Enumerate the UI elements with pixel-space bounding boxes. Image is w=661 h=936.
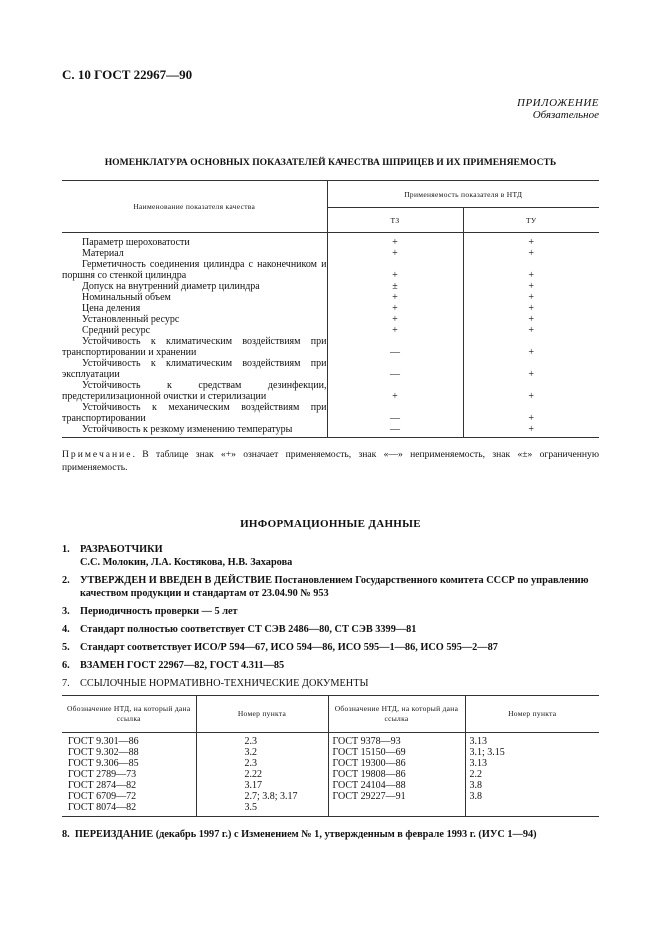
indicator-name: Герметичность соединения цилиндра с наконечником и поршня со стенкой цилиндра (62, 259, 327, 281)
ref-item: 3.5 (196, 802, 328, 817)
tz-value: + (327, 248, 463, 259)
ref-item: 2.2 (469, 769, 482, 780)
ref-doc: ГОСТ 15150—69 (328, 747, 465, 758)
ref-doc: ГОСТ 8074—82 (62, 802, 196, 817)
indicator-name: Параметр шероховатости (62, 233, 327, 249)
ref-doc: ГОСТ 9.302—88 (62, 747, 196, 758)
ref-item: 2.22 (196, 769, 328, 780)
tu-value: + (463, 424, 599, 438)
info-list (62, 543, 602, 695)
table-row (62, 233, 599, 249)
tu-value: + (528, 248, 535, 259)
ref-doc: ГОСТ 24104—88 (328, 780, 465, 791)
tu-value: + (528, 369, 535, 380)
ref-doc: ГОСТ 2789—73 (62, 769, 196, 780)
indicator-name: Устойчивость к механическим воздействиям при транспортировании (62, 402, 327, 424)
tu-value: + (528, 281, 535, 292)
table-row (62, 733, 599, 748)
tu-value: + (528, 303, 535, 314)
indicator-name: Устойчивость к климатическим воздействиям при транспортировании и хранении (62, 336, 327, 358)
ref-doc: ГОСТ 9378—93 (328, 733, 465, 748)
table-row (62, 248, 599, 259)
info-item: 1. РАЗРАБОТЧИКИ С.С. Молокин, Л.А. Костякова, Н.В. Захарова (62, 543, 602, 569)
tz-value: — (327, 358, 463, 380)
indicator-name: Материал (62, 248, 327, 259)
column-header-ntd: Обозначение НТД, на который дана ссылка (62, 696, 196, 733)
ref-doc: ГОСТ 9.306—85 (62, 758, 196, 769)
ref-item: 3.8 (469, 780, 482, 791)
tu-value: + (528, 325, 535, 336)
table-row (62, 402, 599, 424)
ref-item: 3.8 (469, 791, 482, 802)
indicator-name: Допуск на внутренний диаметр цилиндра (62, 281, 327, 292)
ref-doc: ГОСТ 6709—72 (62, 791, 196, 802)
table-row (62, 325, 599, 336)
appendix-subtitle: Обязательное (532, 109, 599, 121)
developers-names: С.С. Молокин, Л.А. Костякова, Н.В. Захарова (80, 557, 293, 568)
tz-value: + (327, 314, 463, 325)
table-row (62, 791, 599, 802)
tz-value: — (327, 336, 463, 358)
indicator-name: Устойчивость к резкому изменению температуры (62, 424, 327, 438)
tz-value: + (327, 259, 463, 281)
table-row (62, 424, 599, 438)
ref-doc: ГОСТ 19808—86 (328, 769, 465, 780)
table-row (62, 281, 599, 292)
references-table (62, 695, 599, 817)
info-item: 5. Стандарт соответствует ИСО/Р 594—67, ИСО 594—86, ИСО 595—1—86, ИСО 595—2—87 (62, 642, 498, 653)
column-header-tz: ТЗ (327, 208, 463, 233)
info-item: 4. Стандарт полностью соответствует СТ СЭВ 2486—80, СТ СЭВ 3399—81 (62, 624, 417, 635)
column-header-item: Номер пункта (196, 696, 328, 733)
column-header-applicability: Применяемость показателя в НТД (327, 181, 599, 208)
column-header-tu: ТУ (463, 208, 599, 233)
info-item: 6. ВЗАМЕН ГОСТ 22967—82, ГОСТ 4.311—85 (62, 660, 285, 671)
ref-item: 3.17 (196, 780, 328, 791)
tu-value: + (528, 347, 535, 358)
appendix-title: ПРИЛОЖЕНИЕ (517, 97, 599, 109)
info-item: 2. УТВЕРЖДЕН И ВВЕДЕН В ДЕЙСТВИЕ Постановлением Государственного комитета СССР по управлению качеством продукции и стандартам от 23.04.90 № 953 (62, 575, 589, 599)
column-header-name: Наименование показателя качества (62, 181, 327, 233)
ref-item: 3.2 (196, 747, 328, 758)
tu-value: + (528, 292, 535, 303)
tz-value: + (327, 233, 463, 249)
indicator-name: Устойчивость к средствам дезинфекции, предстерилизационной очистки и стерилизации (62, 380, 327, 402)
info-item: 3. Периодичность проверки — 5 лет (62, 606, 238, 617)
indicator-name: Устойчивость к климатическим воздействиям при эксплуатации (62, 358, 327, 380)
ref-doc (328, 802, 465, 817)
indicator-name: Номинальный объем (62, 292, 327, 303)
tz-value: + (327, 380, 463, 402)
appendix-label (517, 97, 599, 121)
table-row (62, 758, 599, 769)
reprint-info: 8. ПЕРЕИЗДАНИЕ (декабрь 1997 г.) с Изменением № 1, утвержденным в феврале 1993 г. (ИУС 1—94) (62, 829, 537, 840)
tz-value: + (327, 292, 463, 303)
ref-item: 2.7; 3.8; 3.17 (196, 791, 328, 802)
tz-value: — (327, 424, 463, 438)
tu-value: + (528, 314, 535, 325)
tz-value: + (327, 325, 463, 336)
ref-item: 2.3 (196, 733, 328, 748)
tu-value: + (528, 270, 535, 281)
table-row (62, 802, 599, 817)
ref-item (465, 802, 599, 817)
ref-doc: ГОСТ 29227—91 (328, 791, 465, 802)
table-row (62, 380, 599, 402)
page-header: С. 10 ГОСТ 22967—90 (62, 67, 193, 82)
table1-title: НОМЕНКЛАТУРА ОСНОВНЫХ ПОКАЗАТЕЛЕЙ КАЧЕСТВА ШПРИЦЕВ И ИХ ПРИМЕНЯЕМОСТЬ (104, 157, 557, 168)
ref-doc: ГОСТ 19300—86 (328, 758, 465, 769)
indicator-name: Цена деления (62, 303, 327, 314)
table-row (62, 780, 599, 791)
ref-doc: ГОСТ 9.301—86 (62, 733, 196, 748)
tz-value: — (327, 402, 463, 424)
table-row (62, 336, 599, 358)
ref-item: 3.1; 3.15 (469, 747, 505, 758)
tu-value: + (528, 237, 535, 248)
info-item: 7. ССЫЛОЧНЫЕ НОРМАТИВНО-ТЕХНИЧЕСКИЕ ДОКУМЕНТЫ (62, 678, 369, 689)
note-text: . В таблице знак «+» означает применяемость, знак «—» неприменяемость, знак «±» ограниченную применяемость. (62, 449, 599, 473)
table-row (62, 292, 599, 303)
quality-indicators-table (62, 180, 599, 438)
column-header-item: Номер пункта (465, 696, 599, 733)
ref-item: 3.13 (469, 736, 487, 747)
tz-value: + (327, 303, 463, 314)
table-row (62, 303, 599, 314)
table-row (62, 358, 599, 380)
table-note (62, 448, 599, 474)
table-row (62, 769, 599, 780)
tu-value: + (528, 391, 535, 402)
ref-item: 2.3 (196, 758, 328, 769)
ref-doc: ГОСТ 2874—82 (62, 780, 196, 791)
tu-value: + (528, 413, 535, 424)
table-row (62, 747, 599, 758)
tz-value: ± (327, 281, 463, 292)
indicator-name: Установленный ресурс (62, 314, 327, 325)
table-row (62, 314, 599, 325)
ref-item: 3.13 (469, 758, 487, 769)
info-section-title: ИНФОРМАЦИОННЫЕ ДАННЫЕ (240, 518, 421, 530)
note-label: Примечание (62, 449, 133, 460)
indicator-name: Средний ресурс (62, 325, 327, 336)
column-header-ntd: Обозначение НТД, на который дана ссылка (328, 696, 465, 733)
table-row (62, 259, 599, 281)
